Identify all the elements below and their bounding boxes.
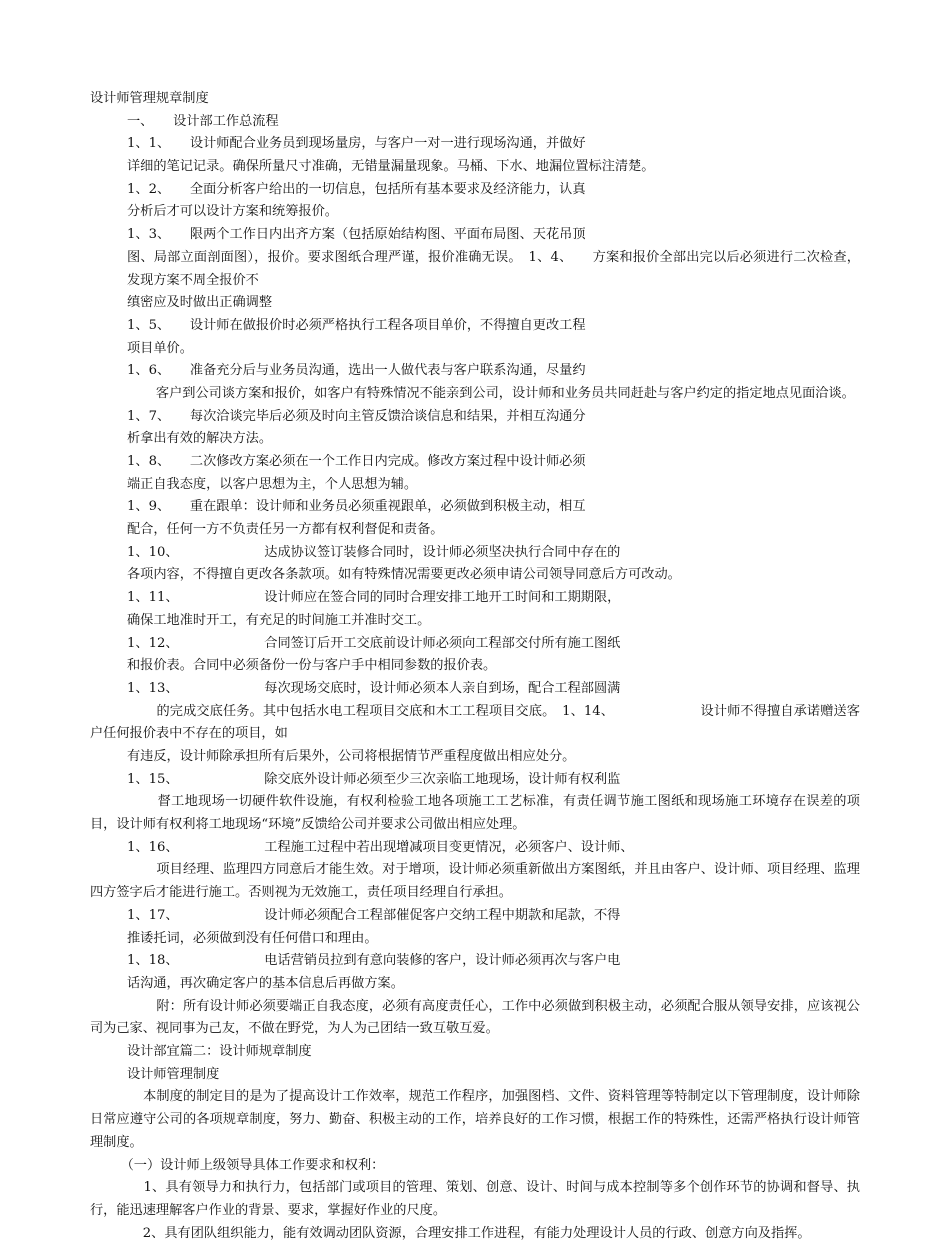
text-line: 1、7、 每次洽谈完毕后必须及时向主管反馈洽谈信息和结果，并相互沟通分 (127, 408, 586, 424)
text-line: 缜密应及时做出正确调整 (127, 295, 273, 311)
text-line: 1、6、 准备充分后与业务员沟通，选出一人做代表与客户联系沟通，尽量约 (127, 363, 586, 379)
text-line: 1、9、 重在跟单：设计师和业务员必须重视跟单，必须做到积极主动，相互 (127, 499, 586, 515)
text-line: 1、1、 设计师配合业务员到现场量房，与客户一对一进行现场沟通，并做好 (127, 136, 586, 152)
document-title: 设计师管理规章制度 (90, 91, 209, 106)
text-line: 话沟通，再次确定客户的基本信息后再做方案。 (127, 975, 404, 991)
text-line: 2、具有团队组织能力，能有效调动团队资源，合理安排工作进程，有能力处理设计人员的行政、创意方向及指挥。 (90, 1225, 811, 1241)
text-line: 析拿出有效的解决方法。 (127, 431, 273, 447)
text-line: 和报价表。合同中必须备份一份与客户手中相同参数的报价表。 (127, 658, 497, 674)
text-line: 1、16、 工程施工过程中若出现增减项目变更情况，必须客户、设计师、 (127, 839, 634, 855)
text-line: 设计师管理制度 (127, 1066, 220, 1082)
text-line: 的完成交底任务。其中包括水电工程项目交底和木工工程项目交底。 1、14、 设计师不得擅自承诺赠送客户任何报价表中不存在的项目，如 (90, 703, 860, 742)
text-line: 本制度的制定目的是为了提高设计工作效率，规范工作程序，加强图档、文件、资料管理等特制定以下管理制度，设计师除日常应遵守公司的各项规章制度，努力、勤奋、积极主动的工作，培养良好的工作习惯，根据工作的特殊性，还需严格执行设计师管理制度。 (90, 1089, 860, 1150)
text-line: 客户到公司谈方案和报价，如客户有特殊情况不能亲到公司，设计师和业务员共同赶赴与客户约定的指定地点见面洽谈。 (90, 385, 855, 401)
text-line: 1、17、 设计师必须配合工程部催促客户交纳工程中期款和尾款，不得 (127, 907, 621, 923)
text-line: 督工地现场一切硬件软件设施，有权利检验工地各项施工工艺标准，有责任调节施工图纸和现场施工环境存在误差的项目，设计师有权利将工地现场“环境”反馈给公司并要求公司做出相应处理。 (90, 794, 860, 833)
text-line: 1、13、 每次现场交底时，设计师必须本人亲自到场，配合工程部圆满 (127, 680, 621, 696)
text-line: 1、5、 设计师在做报价时必须严格执行工程各项目单价，不得擅自更改工程 (127, 317, 586, 333)
text-line: 项目经理、监理四方同意后才能生效。对于增项，设计师必须重新做出方案图纸，并且由客户、设计师、项目经理、监理四方签字后才能进行施工。否则视为无效施工，责任项目经理自行承担。 (90, 862, 860, 901)
text-line: 配合，任何一方不负责任另一方都有权利督促和责备。 (127, 522, 444, 538)
text-line: 各项内容，不得擅自更改各条款项。如有特殊情况需要更改必须申请公司领导同意后方可改动。 (127, 567, 681, 583)
text-line: 1、12、 合同签订后开工交底前设计师必须向工程部交付所有施工图纸 (127, 635, 621, 651)
text-line: 1、8、 二次修改方案必须在一个工作日内完成。修改方案过程中设计师必须 (127, 454, 586, 470)
text-line: 图、局部立面剖面图），报价。要求图纸合理严谨，报价准确无误。 1、4、 方案和报价全部出完以后必须进行二次检查，发现方案不周全报价不 (127, 249, 860, 288)
text-line: 1、具有领导力和执行力，包括部门或项目的管理、策划、创意、设计、时间与成本控制等多个创作环节的协调和督导、执行，能迅速理解客户作业的背景、要求，掌握好作业的尺度。 (90, 1180, 860, 1218)
text-line: 推诿托词，必须做到没有任何借口和理由。 (127, 930, 378, 946)
text-line: 1、2、 全面分析客户给出的一切信息，包括所有基本要求及经济能力，认真 (127, 181, 586, 197)
text-line: 一、 设计部工作总流程 (127, 113, 279, 129)
document-body (90, 111, 860, 1245)
text-line: （一）设计师上级领导具体工作要求和权利： (114, 1157, 385, 1173)
text-line: 1、10、 达成协议签订装修合同时，设计师必须坚决执行合同中存在的 (127, 544, 621, 560)
text-line: 1、18、 电话营销员拉到有意向装修的客户，设计师必须再次与客户电 (127, 953, 621, 969)
text-line: 端正自我态度，以客户思想为主，个人思想为辅。 (127, 476, 418, 492)
text-line: 设计部宜篇二：设计师规章制度 (127, 1044, 312, 1060)
text-line: 1、11、 设计师应在签合同的同时合理安排工地开工时间和工期期限， (127, 590, 621, 606)
text-line: 1、3、 限两个工作日内出齐方案（包括原始结构图、平面布局图、天花吊顶 (127, 227, 586, 243)
text-line: 有违反，设计师除承担所有后果外，公司将根据情节严重程度做出相应处分。 (127, 749, 576, 765)
text-line: 附：所有设计师必须要端正自我态度，必须有高度责任心，工作中必须做到积极主动，必须配合服从领导安排，应该视公司为己家、视同事为己友，不做在野党，为人为己团结一致互敬互爱。 (90, 998, 860, 1037)
text-line: 1、15、 除交底外设计师必须至少三次亲临工地现场，设计师有权利监 (127, 771, 621, 787)
document-page (90, 88, 860, 1245)
text-line: 项目单价。 (127, 340, 193, 356)
text-line: 详细的笔记记录。确保所量尺寸准确，无错量漏量现象。马桶、下水、地漏位置标注清楚。 (127, 159, 655, 175)
text-line: 分析后才可以设计方案和统筹报价。 (127, 204, 338, 220)
text-line: 确保工地准时开工，有充足的时间施工并准时交工。 (127, 612, 431, 628)
